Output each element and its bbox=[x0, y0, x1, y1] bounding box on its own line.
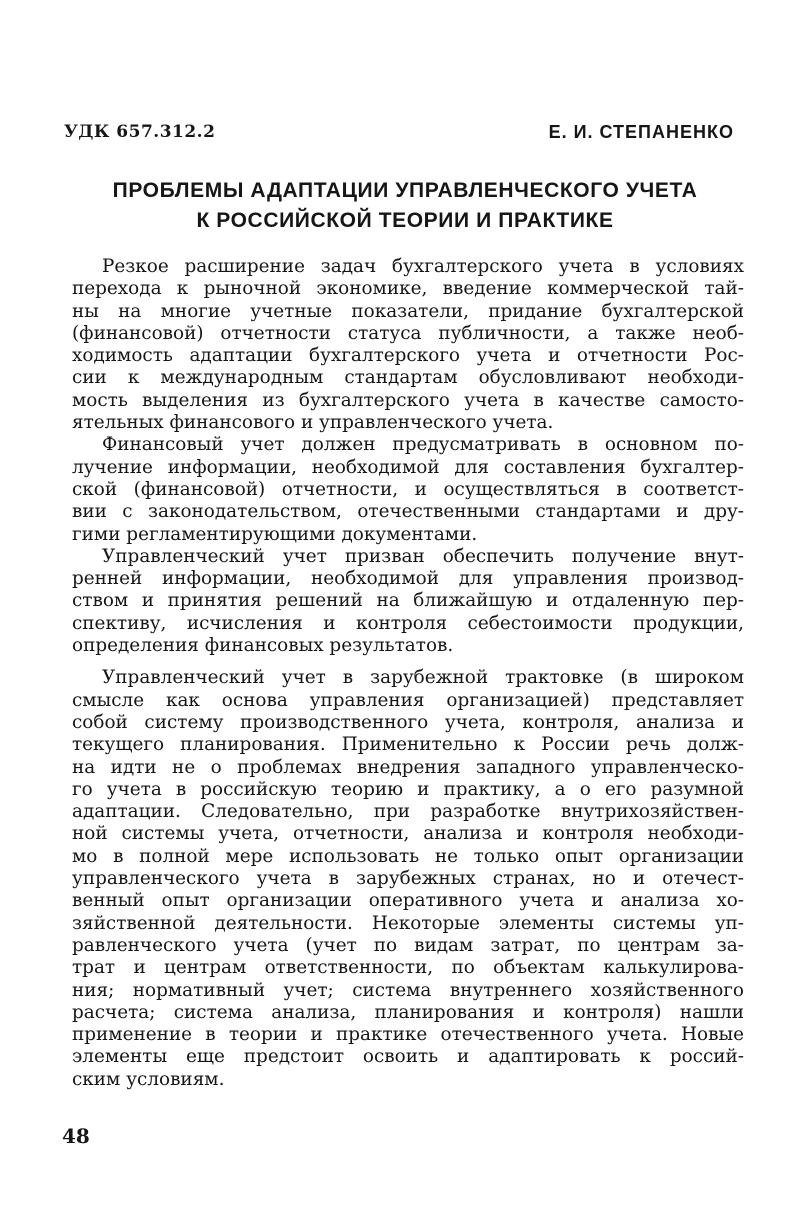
text-line: смысле как основа управления организацией) представляет bbox=[72, 689, 744, 711]
text-line: адаптации. Следовательно, при разработке внутрихозяйствен- bbox=[72, 801, 744, 823]
text-line: ским условиям. bbox=[72, 1068, 225, 1090]
text-line: ходимость адаптации бухгалтерского учета и отчетности Рос- bbox=[72, 345, 744, 367]
title-line-2: К РОССИЙСКОЙ ТЕОРИИ И ПРАКТИКЕ bbox=[196, 209, 614, 232]
text-line: ством и принятия решений на ближайшую и отдаленную пер- bbox=[72, 590, 744, 612]
text-line: перехода к рыночной экономике, введение коммерческой тай- bbox=[72, 278, 744, 300]
text-line: ятельных финансового и управленческого учета. bbox=[72, 412, 554, 434]
text-line: го учета в российскую теорию и практику, а о его разумной bbox=[72, 778, 744, 800]
paragraph bbox=[72, 256, 744, 434]
text-line: вии с законодательством, отечественными стандартами и дру- bbox=[72, 501, 744, 523]
text-line: собой систему производственного учета, контроля, анализа и bbox=[72, 711, 744, 733]
text-line: лучение информации, необходимой для составления бухгалтер- bbox=[72, 456, 744, 478]
text-line: мость выделения из бухгалтерского учета в качестве самосто- bbox=[72, 389, 744, 411]
page-number: 48 bbox=[62, 1124, 90, 1148]
text-line: гими регламентирующими документами. bbox=[72, 523, 478, 545]
text-line: ской (финансовой) отчетности, и осуществляться в соответст- bbox=[72, 478, 744, 500]
paragraph bbox=[72, 546, 744, 657]
article-title bbox=[60, 176, 750, 236]
text-line: зяйственной деятельности. Некоторые элементы системы уп- bbox=[72, 912, 744, 934]
text-line: сии к международным стандартам обусловливают необходи- bbox=[72, 367, 744, 389]
text-line: на идти не о проблемах внедрения западного управленческо- bbox=[72, 756, 744, 778]
text-line: трат и центрам ответственности, по объектам калькулирова- bbox=[72, 957, 744, 979]
text-line: расчета; система анализа, планирования и контроля) нашли bbox=[72, 1001, 744, 1023]
paragraph bbox=[72, 667, 744, 1091]
text-line: Управленческий учет призван обеспечить получение внут- bbox=[102, 545, 744, 567]
text-line: элементы еще предстоит освоить и адаптировать к россий- bbox=[72, 1046, 744, 1068]
text-line: мо в полной мере использовать не только опыт организации bbox=[72, 845, 744, 867]
article-body bbox=[72, 256, 744, 1091]
text-line: ной системы учета, отчетности, анализа и контроля необходи- bbox=[72, 823, 744, 845]
paragraph bbox=[72, 434, 744, 545]
text-line: определения финансовых результатов. bbox=[72, 635, 454, 657]
text-line: Управленческий учет в зарубежной трактовке (в широком bbox=[102, 667, 744, 689]
text-line: управленческого учета в зарубежных странах, но и отечест- bbox=[72, 868, 744, 890]
text-line: Финансовый учет должен предусматривать в основном по- bbox=[102, 434, 744, 456]
text-line: спективу, исчисления и контроля себестоимости продукции, bbox=[72, 612, 744, 634]
text-line: венный опыт организации оперативного учета и анализа хо- bbox=[72, 890, 744, 912]
text-line: (финансовой) отчетности статуса публичности, а также необ- bbox=[72, 322, 744, 344]
title-line-1: ПРОБЛЕМЫ АДАПТАЦИИ УПРАВЛЕНЧЕСКОГО УЧЕТА bbox=[112, 179, 698, 202]
text-line: Резкое расширение задач бухгалтерского учета в условиях bbox=[102, 256, 744, 277]
text-line: применение в теории и практике отечественного учета. Новые bbox=[72, 1024, 744, 1046]
text-line: равленческого учета (учет по видам затрат, по центрам за- bbox=[72, 934, 744, 956]
text-line: ренней информации, необходимой для управления производ- bbox=[72, 568, 744, 590]
text-line: текущего планирования. Применительно к России речь долж- bbox=[72, 734, 744, 756]
udk-code: УДК 657.312.2 bbox=[64, 122, 216, 142]
author-name: Е. И. СТЕПАНЕНКО bbox=[548, 122, 734, 142]
text-line: ния; нормативный учет; система внутреннего хозяйственного bbox=[72, 979, 744, 1001]
text-line: ны на многие учетные показатели, придание бухгалтерской bbox=[72, 300, 744, 322]
